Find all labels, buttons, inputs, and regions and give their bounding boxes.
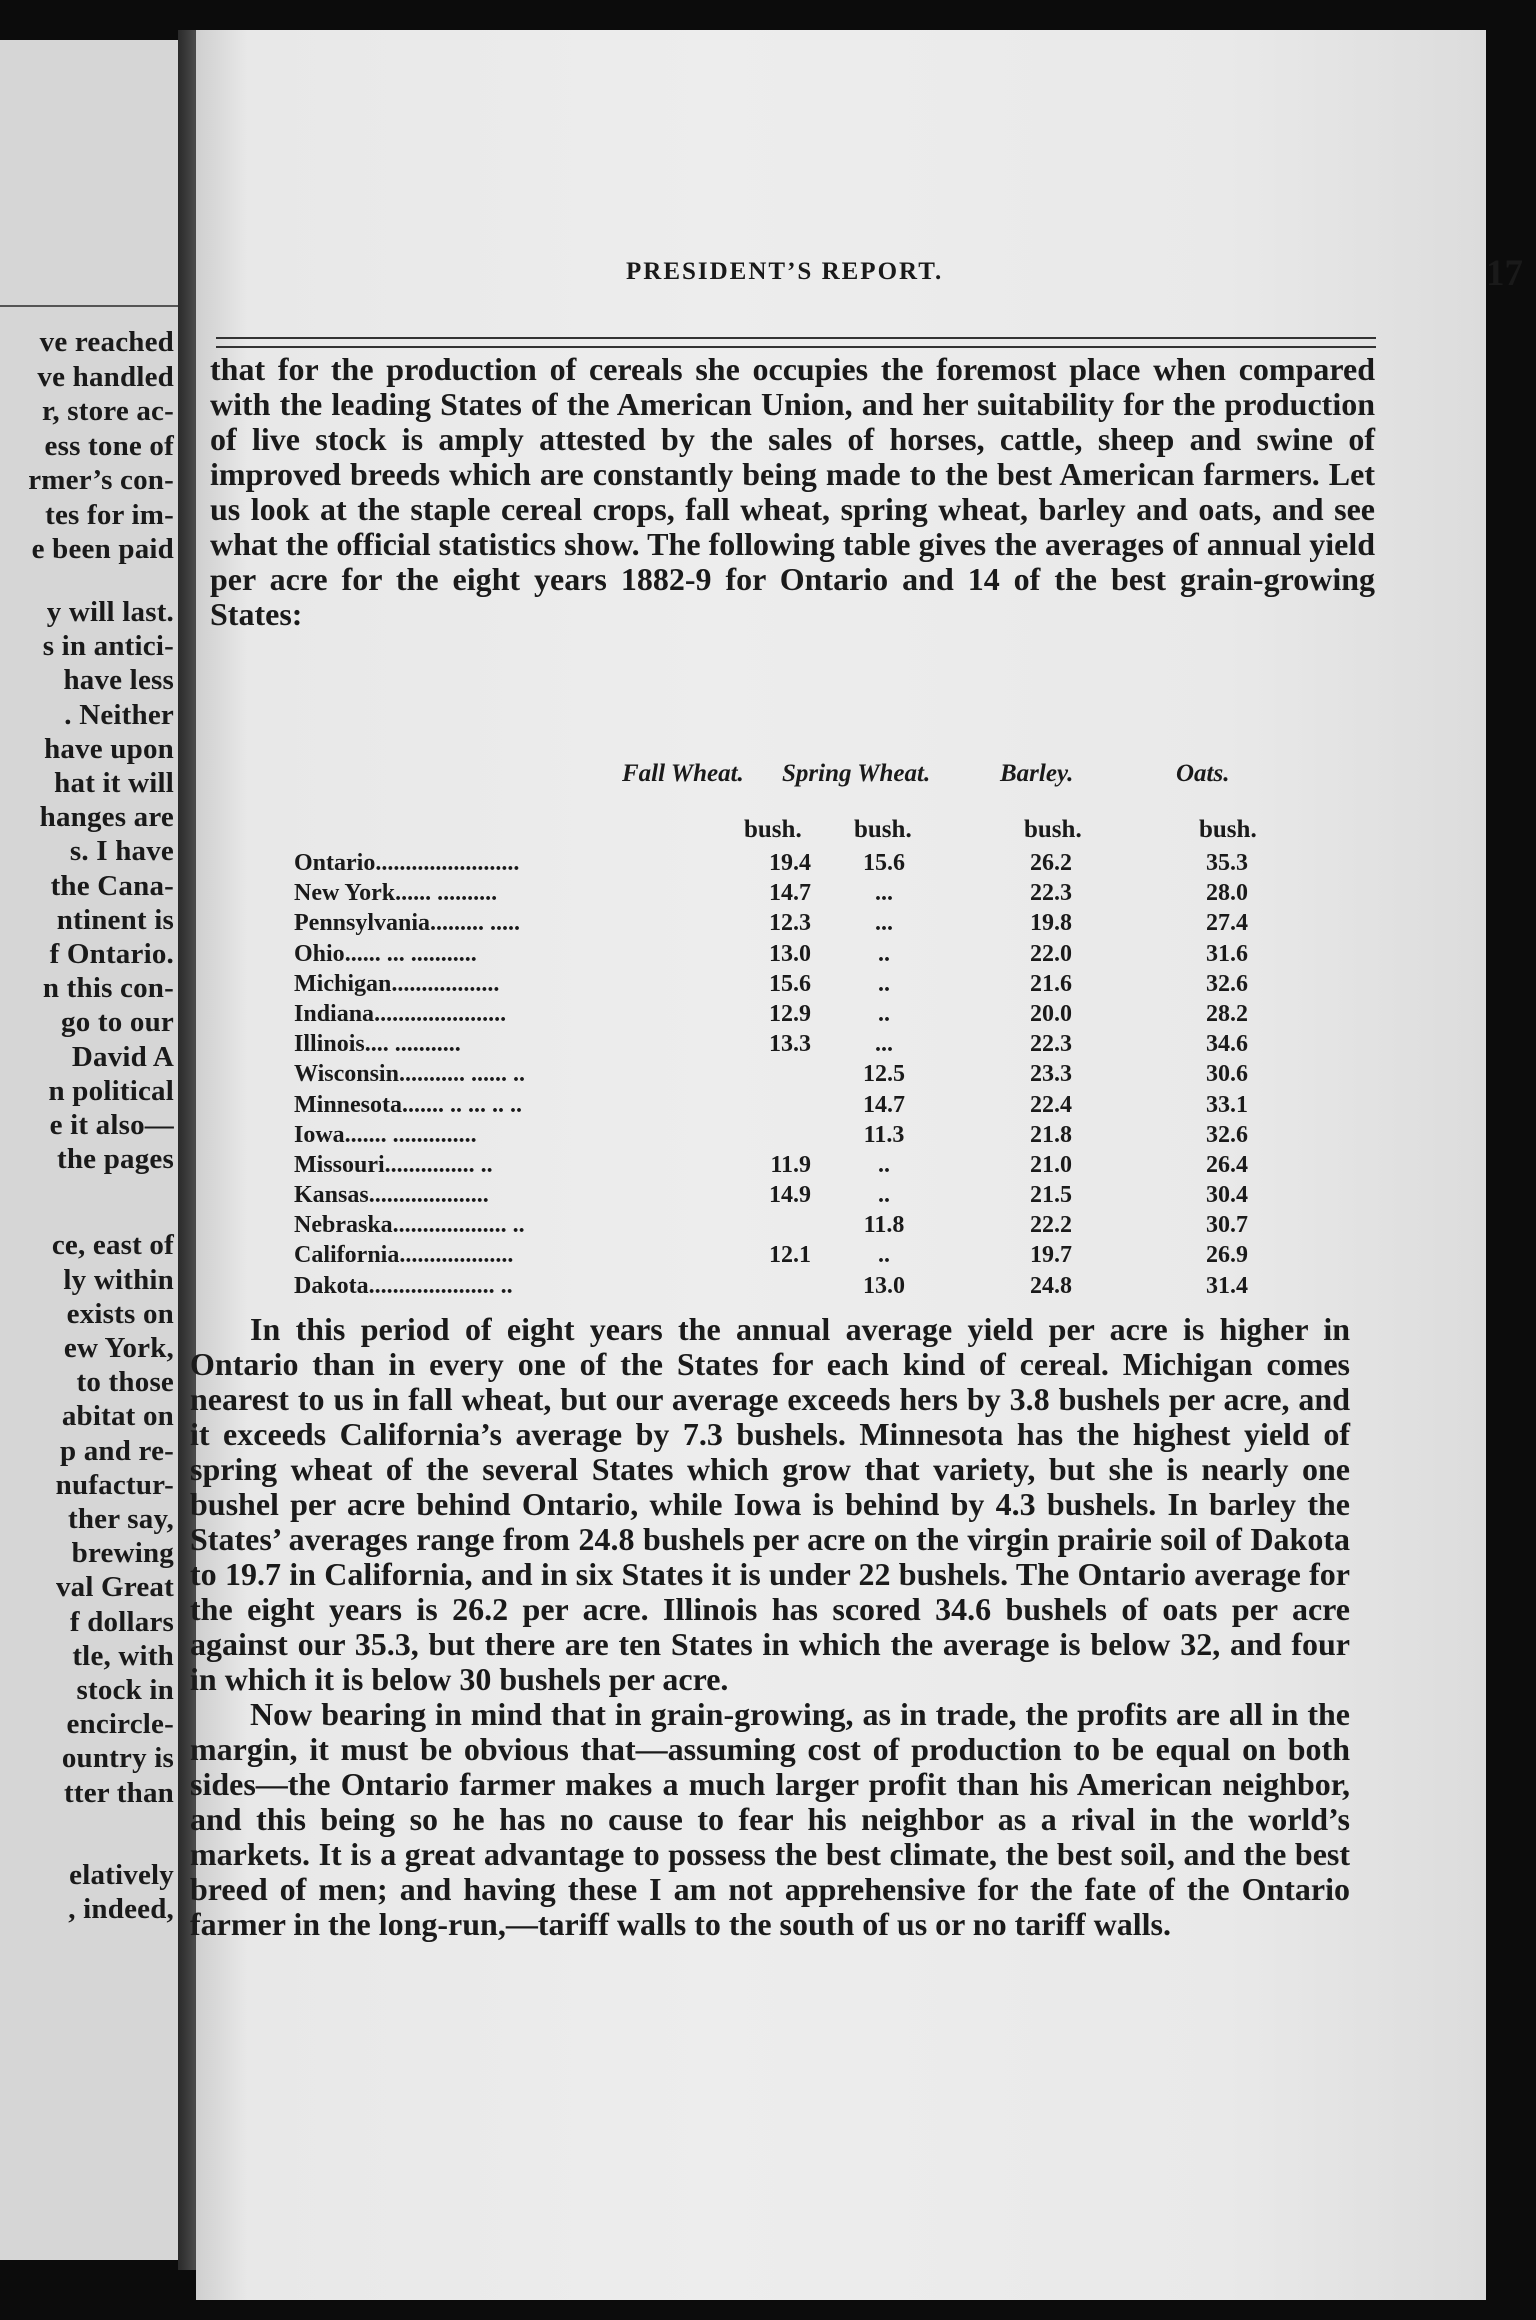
facing-page-line: ew York, <box>63 1332 174 1364</box>
state-label: Dakota <box>294 1272 369 1299</box>
facing-page-line: ntinent is <box>56 903 174 936</box>
table-row <box>294 1061 1354 1091</box>
state-name <box>294 941 477 968</box>
facing-page-line: n political <box>48 1074 174 1107</box>
dot-leader: ................... <box>399 1242 514 1269</box>
state-name <box>294 1212 525 1239</box>
dot-leader: ........... ...... .. <box>398 1061 525 1088</box>
state-name <box>294 1182 489 1209</box>
unit-barley: bush. <box>1024 816 1082 843</box>
facing-page-line: brewing <box>71 1537 174 1570</box>
dot-leader: ......... ..... <box>430 910 521 937</box>
barley-value: 19.8 <box>1030 910 1072 937</box>
facing-page-line: s in antici- <box>42 630 174 663</box>
facing-page-line: encircle- <box>66 1708 174 1741</box>
oats-value: 26.9 <box>1206 1242 1248 1269</box>
dot-leader: .................... <box>368 1182 489 1209</box>
body-text <box>190 1312 1350 1942</box>
dot-leader: ...... ... ........... <box>344 940 477 967</box>
barley-value: 21.0 <box>1030 1151 1072 1178</box>
fall-wheat-value: 14.9 <box>769 1182 811 1209</box>
state-name <box>294 1001 506 1028</box>
state-label: California <box>294 1242 400 1269</box>
table-row <box>294 850 1354 880</box>
facing-page-line: have upon <box>44 732 174 765</box>
barley-value: 21.6 <box>1030 970 1072 997</box>
facing-page-line: ly within <box>63 1263 174 1296</box>
state-name <box>294 850 519 877</box>
facing-page-line: tle, with <box>72 1639 174 1672</box>
spring-wheat-value: 15.6 <box>863 850 905 876</box>
dot-leader: ................... .. <box>392 1212 525 1239</box>
page <box>190 30 1523 2300</box>
barley-value: 23.3 <box>1030 1061 1072 1088</box>
facing-page-line: to those <box>76 1366 174 1399</box>
facing-page-line: s. I have <box>69 835 174 868</box>
barley-value: 22.3 <box>1030 1031 1072 1058</box>
facing-page-line: have less <box>63 664 174 697</box>
unit-fall-wheat: bush. <box>744 816 802 843</box>
spring-wheat-value: ... <box>875 880 893 907</box>
table-row <box>294 1182 1354 1212</box>
oats-value: 30.4 <box>1206 1182 1248 1209</box>
facing-page-line: e been paid <box>31 533 174 565</box>
table-row <box>294 1001 1354 1031</box>
table-row <box>294 1152 1354 1182</box>
oats-value: 30.6 <box>1206 1061 1248 1088</box>
fall-wheat-value: 12.1 <box>769 1242 811 1269</box>
facing-page-line: p and re- <box>59 1434 174 1467</box>
state-label: Indiana <box>294 1000 375 1027</box>
table-column-headers <box>294 760 1354 800</box>
barley-value: 19.7 <box>1030 1242 1072 1269</box>
barley-value: 22.4 <box>1030 1091 1072 1118</box>
facing-page-line: tes for im- <box>45 498 174 531</box>
dot-leader: ...... .......... <box>395 880 498 907</box>
spring-wheat-value: 12.5 <box>863 1061 905 1088</box>
facing-page-line: abitat on <box>61 1400 174 1433</box>
state-label: Minnesota <box>294 1091 402 1118</box>
facing-page-line: nufactur- <box>55 1468 174 1501</box>
body-paragraph-1: In this period of eight years the annual average yield per acre is higher in Ontario than in every one of the States for each kind of cereal. Michigan comes nearest to us in fall wheat, but our average exceeds hers by 3.8 bushels per acre, and it exceeds California’s average by 7.3 bushels. Minnesota has the highest yield of spring wheat of the several States which grow that variety, but she is nearly one bushel per acre behind Ontario, while Iowa is behind by 4.3 bushels. In barley the States’ averages range from 24.8 bushels per acre on the virgin prairie soil of Dakota to 19.7 in California, and in six States it is under 22 bushels. The Ontario average for the eight years is 26.2 per acre. Illinois has scored 34.6 bushels of oats per acre against our 35.3, but there are ten States in which the average is below 32, and four in which it is below 30 bushels per acre. <box>190 1311 1350 1697</box>
barley-value: 21.8 <box>1030 1121 1072 1148</box>
state-label: New York <box>294 880 396 907</box>
facing-page-line: ountry is <box>61 1742 174 1775</box>
col-fall-wheat: Fall Wheat. <box>622 760 744 787</box>
col-oats: Oats. <box>1176 760 1230 787</box>
header-rule <box>216 337 1376 348</box>
state-name <box>294 880 497 907</box>
facing-page-line: f dollars <box>69 1605 174 1638</box>
state-label: Kansas <box>294 1182 369 1209</box>
state-name <box>294 910 520 937</box>
col-spring-wheat: Spring Wheat. <box>782 760 931 787</box>
dot-leader: ...................... <box>374 1000 507 1027</box>
spring-wheat-value: .. <box>878 940 890 967</box>
dot-leader: .................. <box>391 970 500 997</box>
state-name <box>294 1273 513 1300</box>
oats-value: 27.4 <box>1206 910 1248 937</box>
state-name <box>294 1152 493 1179</box>
facing-page-line: , indeed, <box>68 1893 174 1925</box>
spring-wheat-value: .. <box>878 1182 890 1209</box>
table-row <box>294 880 1354 910</box>
fall-wheat-value: 12.3 <box>769 910 811 937</box>
spring-wheat-value: 11.3 <box>863 1121 905 1148</box>
unit-oats: bush. <box>1199 816 1257 843</box>
spring-wheat-value: ... <box>875 910 893 937</box>
spring-wheat-value: 14.7 <box>863 1091 905 1118</box>
dot-leader: ....... .............. <box>344 1121 477 1148</box>
facing-page-line: ce, east of <box>51 1229 174 1262</box>
facing-page-line: y will last. <box>46 596 174 628</box>
spring-wheat-value: .. <box>878 1151 890 1178</box>
running-head: PRESIDENT’S REPORT. <box>626 258 944 285</box>
state-label: Nebraska <box>294 1212 393 1239</box>
barley-value: 21.5 <box>1030 1182 1072 1209</box>
oats-value: 34.6 <box>1206 1031 1248 1058</box>
fall-wheat-value: 12.9 <box>769 1000 811 1027</box>
spring-wheat-value: .. <box>878 1242 890 1269</box>
barley-value: 22.2 <box>1030 1212 1072 1239</box>
facing-page-line: ve handled <box>37 360 174 393</box>
facing-page-line: r, store ac- <box>41 395 174 427</box>
dot-leader: ....... .. ... .. .. <box>402 1091 522 1118</box>
facing-page-fragment <box>0 40 178 2260</box>
table-row <box>294 1122 1354 1152</box>
table-body <box>294 850 1354 1303</box>
oats-value: 28.0 <box>1206 880 1248 907</box>
table-row <box>294 1212 1354 1242</box>
dot-leader: ............... .. <box>384 1151 493 1178</box>
facing-page-line: hat it will <box>54 767 174 799</box>
page-number: 17 <box>1486 253 1523 294</box>
oats-value: 31.4 <box>1206 1272 1248 1299</box>
table-row <box>294 1092 1354 1122</box>
intro-paragraph <box>210 352 1375 632</box>
fall-wheat-value: 13.3 <box>769 1031 811 1058</box>
table-row <box>294 910 1354 940</box>
state-label: Illinois <box>294 1031 365 1058</box>
facing-page-line: ve reached <box>39 326 174 358</box>
fall-wheat-value: 19.4 <box>769 850 811 876</box>
oats-value: 35.3 <box>1206 850 1248 876</box>
intro-text: that for the production of cereals she occupies the foremost place when compared with the leading States of the American Union, and her suitability for the production of live stock is amply attested by the sales of horses, cattle, sheep and swine of improved breeds which are constantly being made to the best American farmers. Let us look at the staple cereal crops, fall wheat, spring wheat, barley and oats, and see what the official statistics show. The following table gives the averages of annual yield per acre for the eight years 1882-9 for Ontario and 14 of the best grain-growing States: <box>210 351 1375 632</box>
spring-wheat-value: 13.0 <box>863 1272 905 1299</box>
oats-value: 26.4 <box>1206 1151 1248 1178</box>
facing-page-rule <box>0 305 178 307</box>
facing-page-line: ess tone of <box>44 429 174 462</box>
state-label: Ontario <box>294 850 376 876</box>
dot-leader: ..................... .. <box>368 1272 513 1299</box>
body-paragraph-2: Now bearing in mind that in grain-growing, as in trade, the profits are all in the margin, it must be obvious that—assuming cost of production to be equal on both sides—the Ontario farmer makes a much larger profit than his American neighbor, and this being so he has no cause to fear his neighbor as a rival in the world’s markets. It is a great advantage to possess the best climate, the best soil, and the best breed of men; and having these I am not apprehensive for the fate of the Ontario farmer in the long-run,—tariff walls to the south of us or no tariff walls. <box>190 1696 1350 1942</box>
fall-wheat-value: 11.9 <box>770 1151 811 1178</box>
oats-value: 32.6 <box>1206 970 1248 997</box>
facing-page-line: val Great <box>55 1571 174 1604</box>
state-label: Michigan <box>294 970 392 997</box>
state-name <box>294 1122 477 1149</box>
facing-page-line: ther say, <box>68 1503 174 1535</box>
facing-page-line: rmer’s con- <box>28 464 174 496</box>
state-label: Iowa <box>294 1121 345 1148</box>
facing-page-line: n this con- <box>42 972 174 1005</box>
facing-page-line: the Cana- <box>50 869 174 902</box>
oats-value: 33.1 <box>1206 1091 1248 1118</box>
oats-value: 31.6 <box>1206 940 1248 967</box>
state-name <box>294 1092 522 1119</box>
facing-page-line: stock in <box>76 1674 174 1706</box>
state-label: Pennsylvania <box>294 910 431 937</box>
spring-wheat-value: .. <box>878 1000 890 1027</box>
spring-wheat-value: 11.8 <box>863 1212 905 1239</box>
barley-value: 22.0 <box>1030 940 1072 967</box>
state-label: Wisconsin <box>294 1061 399 1088</box>
facing-page-line: elatively <box>69 1858 174 1891</box>
dot-leader: ........................ <box>375 850 520 876</box>
state-name <box>294 1061 525 1088</box>
table-row <box>294 971 1354 1001</box>
facing-page-line: e it also— <box>49 1109 174 1141</box>
fall-wheat-value: 15.6 <box>769 970 811 997</box>
oats-value: 30.7 <box>1206 1212 1248 1239</box>
unit-spring-wheat: bush. <box>854 816 912 843</box>
oats-value: 28.2 <box>1206 1000 1248 1027</box>
barley-value: 26.2 <box>1030 850 1072 876</box>
facing-page-line: David A <box>71 1040 174 1073</box>
spring-wheat-value: .. <box>878 970 890 997</box>
fall-wheat-value: 13.0 <box>769 940 811 967</box>
state-label: Missouri <box>294 1151 385 1178</box>
facing-page-line: f Ontario. <box>49 938 174 970</box>
col-barley: Barley. <box>1000 760 1074 787</box>
facing-page-line: hanges are <box>39 801 174 834</box>
fall-wheat-value: 14.7 <box>769 880 811 907</box>
state-label: Ohio <box>294 940 345 967</box>
state-name <box>294 1031 461 1058</box>
state-name <box>294 971 499 998</box>
facing-page-line: go to our <box>61 1006 174 1039</box>
table-row <box>294 1031 1354 1061</box>
table-row <box>294 941 1354 971</box>
table-row <box>294 1242 1354 1272</box>
barley-value: 24.8 <box>1030 1272 1072 1299</box>
dot-leader: .... ........... <box>364 1031 461 1058</box>
state-name <box>294 1242 513 1269</box>
barley-value: 20.0 <box>1030 1000 1072 1027</box>
facing-page-line: . Neither <box>64 698 174 731</box>
table-row <box>294 1273 1354 1303</box>
facing-page-line: the pages <box>57 1143 174 1176</box>
oats-value: 32.6 <box>1206 1121 1248 1148</box>
table-units <box>294 816 1354 850</box>
barley-value: 22.3 <box>1030 880 1072 907</box>
spring-wheat-value: ... <box>875 1031 893 1058</box>
facing-page-line: tter than <box>64 1776 174 1809</box>
facing-page-line: exists on <box>66 1297 174 1330</box>
